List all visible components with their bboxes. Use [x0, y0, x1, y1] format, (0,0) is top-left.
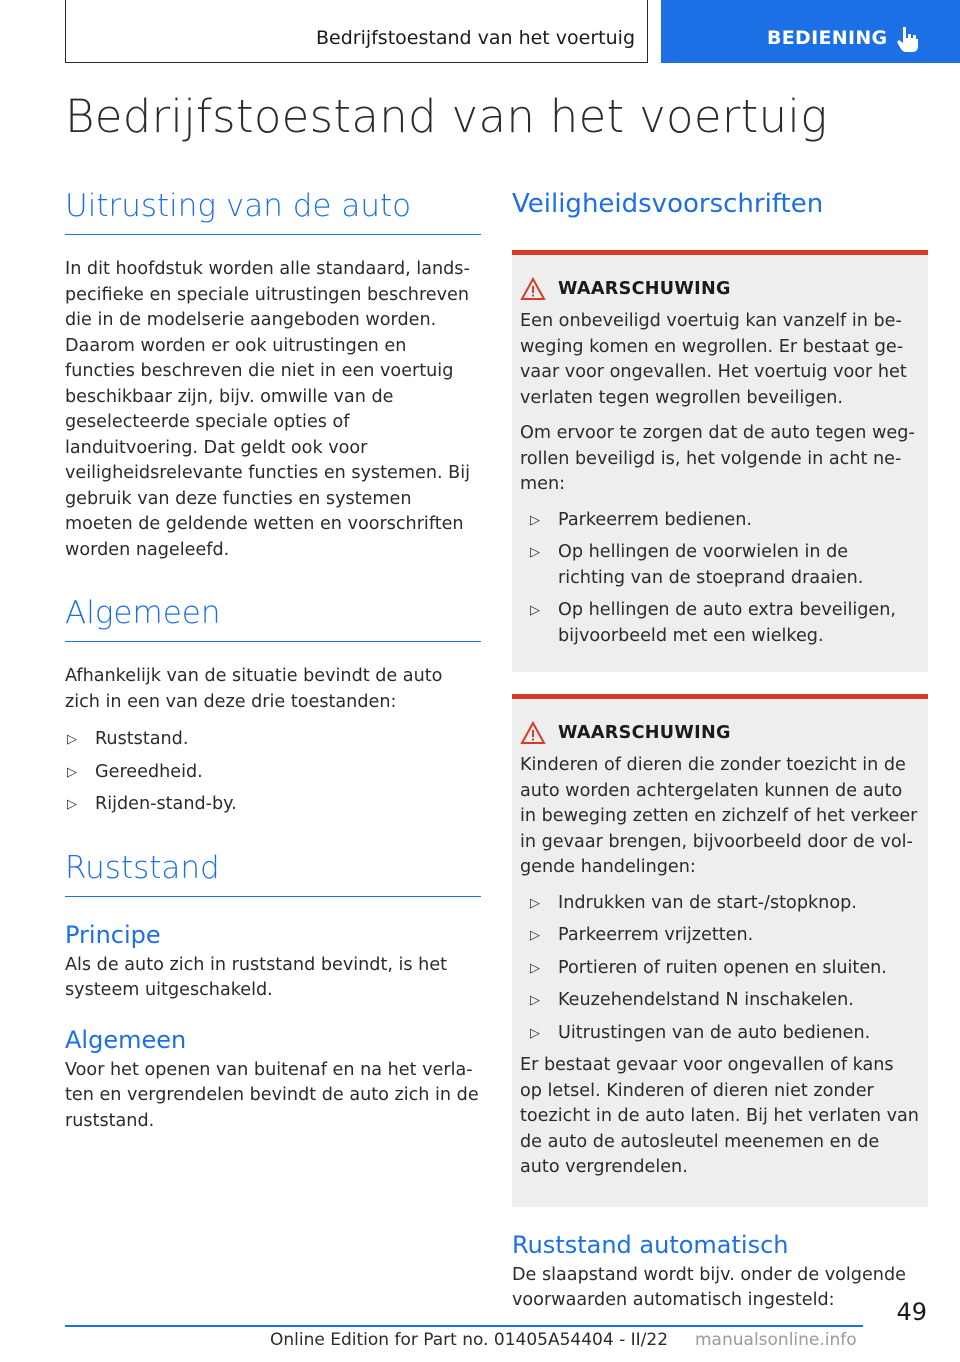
algemeen-paragraph: Afhankelijk van de situatie bevindt de auto zich in een van deze drie toestanden:	[65, 666, 443, 712]
section-title-veiligheid: Veiligheidsvoorschriften	[512, 189, 824, 219]
page-title: Bedrijfstoestand van het voertuig	[65, 90, 828, 143]
list-item: ▷ Indrukken van de start-/stopknop.	[528, 891, 920, 917]
principe-paragraph: Als de auto zich in ruststand bevindt, is het systeem uitgeschakeld.	[65, 954, 448, 1000]
list-item: ▷ Uitrustingen van de auto bedienen.	[528, 1021, 920, 1047]
list-item: ▷ Parkeerrem vrijzetten.	[528, 923, 920, 949]
header-section-label: Bedrijfstoestand van het voertuig	[315, 27, 635, 49]
triangle-bullet-icon: ▷	[530, 545, 540, 560]
warning-box-2	[512, 694, 928, 1207]
uitrusting-paragraph: In dit hoofdstuk worden alle standaard, landspecifieke en speciale uitrustingen beschreven die in de modelserie aangeboden worden. Daarom worden er ook uitrustingen en functies beschreven die niet in een voertuig beschikbaar zijn, bijv. omwille van de geselecteerde speciale opties of landuitvoering. Dat geldt ook voor veiligheidsrelevante functies en systemen. Bij gebruik van deze functies en systemen moeten de geldende wetten en voorschriften worden nageleefd.	[65, 259, 471, 560]
warning-2-text: Kinderen of dieren die zonder toezicht in de auto worden achtergelaten kunnen de auto in beweging zetten en zichzelf of het verkeer in gevaar brengen, bijvoorbeeld door de volgende handelingen:	[520, 755, 918, 877]
section-title-algemeen: Algemeen	[65, 593, 481, 642]
warning-1-instruction: Om ervoor te zorgen dat de auto tegen wegrollen beveiligd is, het volgende in acht nemen:	[520, 423, 915, 494]
list-item: ▷ Keuzehendelstand N inschakelen.	[528, 988, 920, 1014]
header-chapter-tab	[661, 0, 960, 63]
warning-box-1	[512, 250, 928, 672]
triangle-bullet-icon: ▷	[530, 895, 540, 911]
states-list	[65, 727, 481, 818]
warning-triangle-icon	[520, 277, 546, 301]
warning-1-list	[520, 508, 920, 650]
warning-label: WAARSCHUWING	[558, 279, 731, 299]
triangle-bullet-icon: ▷	[67, 797, 77, 812]
triangle-bullet-icon: ▷	[530, 960, 540, 976]
list-item: ▷ Op hellingen de voorwielen in de richting van de stoeprand draaien.	[530, 542, 864, 588]
section-title-uitrusting: Uitrusting van de auto	[65, 186, 481, 235]
footer-edition: Online Edition for Part no. 01405A54404 - II/22	[270, 1330, 669, 1350]
list-item: ▷ Op hellingen de auto extra beveiligen, bijvoorbeeld met een wielkeg.	[530, 600, 896, 646]
list-item: ▷ Ruststand.	[65, 727, 481, 753]
list-item: ▷ Portieren of ruiten openen en sluiten.	[528, 956, 920, 982]
section-title-ruststand: Ruststand	[65, 848, 481, 897]
warning-triangle-icon	[520, 721, 546, 745]
triangle-bullet-icon: ▷	[530, 928, 540, 943]
triangle-bullet-icon: ▷	[67, 732, 77, 747]
triangle-bullet-icon: ▷	[530, 1025, 540, 1041]
triangle-bullet-icon: ▷	[530, 993, 540, 1008]
header-section-tab	[65, 0, 648, 63]
footer-divider	[65, 1325, 863, 1327]
left-column	[65, 186, 481, 1154]
list-item: ▷ Parkeerrem bedienen.	[528, 508, 920, 534]
header-chapter-label: BEDIENING	[767, 27, 888, 49]
ruststand-automatisch-paragraph: De slaapstand wordt bijv. onder de volgende voorwaarden automatisch ingesteld:	[512, 1264, 906, 1310]
hand-pointer-icon	[895, 25, 921, 53]
triangle-bullet-icon: ▷	[67, 764, 77, 780]
warning-2-advice: Er bestaat gevaar voor ongevallen of kans op letsel. Kinderen of dieren niet zonder toezicht in de auto laten. Bij het verlaten van de auto de autosleutel meenemen en de auto vergrendelen.	[520, 1055, 919, 1177]
list-item: ▷ Gereedheid.	[65, 760, 481, 786]
warning-label: WAARSCHUWING	[558, 723, 731, 743]
warning-1-text: Een onbeveiligd voertuig kan vanzelf in beweging komen en wegrollen. Er bestaat gevaar voor ongevallen. Het voertuig voor het verlaten tegen wegrollen beveiligen.	[520, 311, 907, 408]
triangle-bullet-icon: ▷	[530, 603, 540, 618]
list-item: ▷ Rijden-stand-by.	[65, 792, 481, 818]
subsection-title-principe: Principe	[65, 920, 161, 949]
triangle-bullet-icon: ▷	[530, 512, 540, 528]
right-column	[512, 186, 928, 1334]
footer-watermark: manualsonline.info	[695, 1330, 857, 1350]
algemeen2-paragraph: Voor het openen van buitenaf en na het verlaten en vergrendelen bevindt de auto zich in de ruststand.	[65, 1059, 479, 1131]
warning-2-list	[520, 891, 920, 1047]
subsection-title-algemeen: Algemeen	[65, 1025, 187, 1054]
subsection-title-ruststand-automatisch: Ruststand automatisch	[512, 1230, 789, 1259]
page-number: 49	[896, 1298, 927, 1326]
